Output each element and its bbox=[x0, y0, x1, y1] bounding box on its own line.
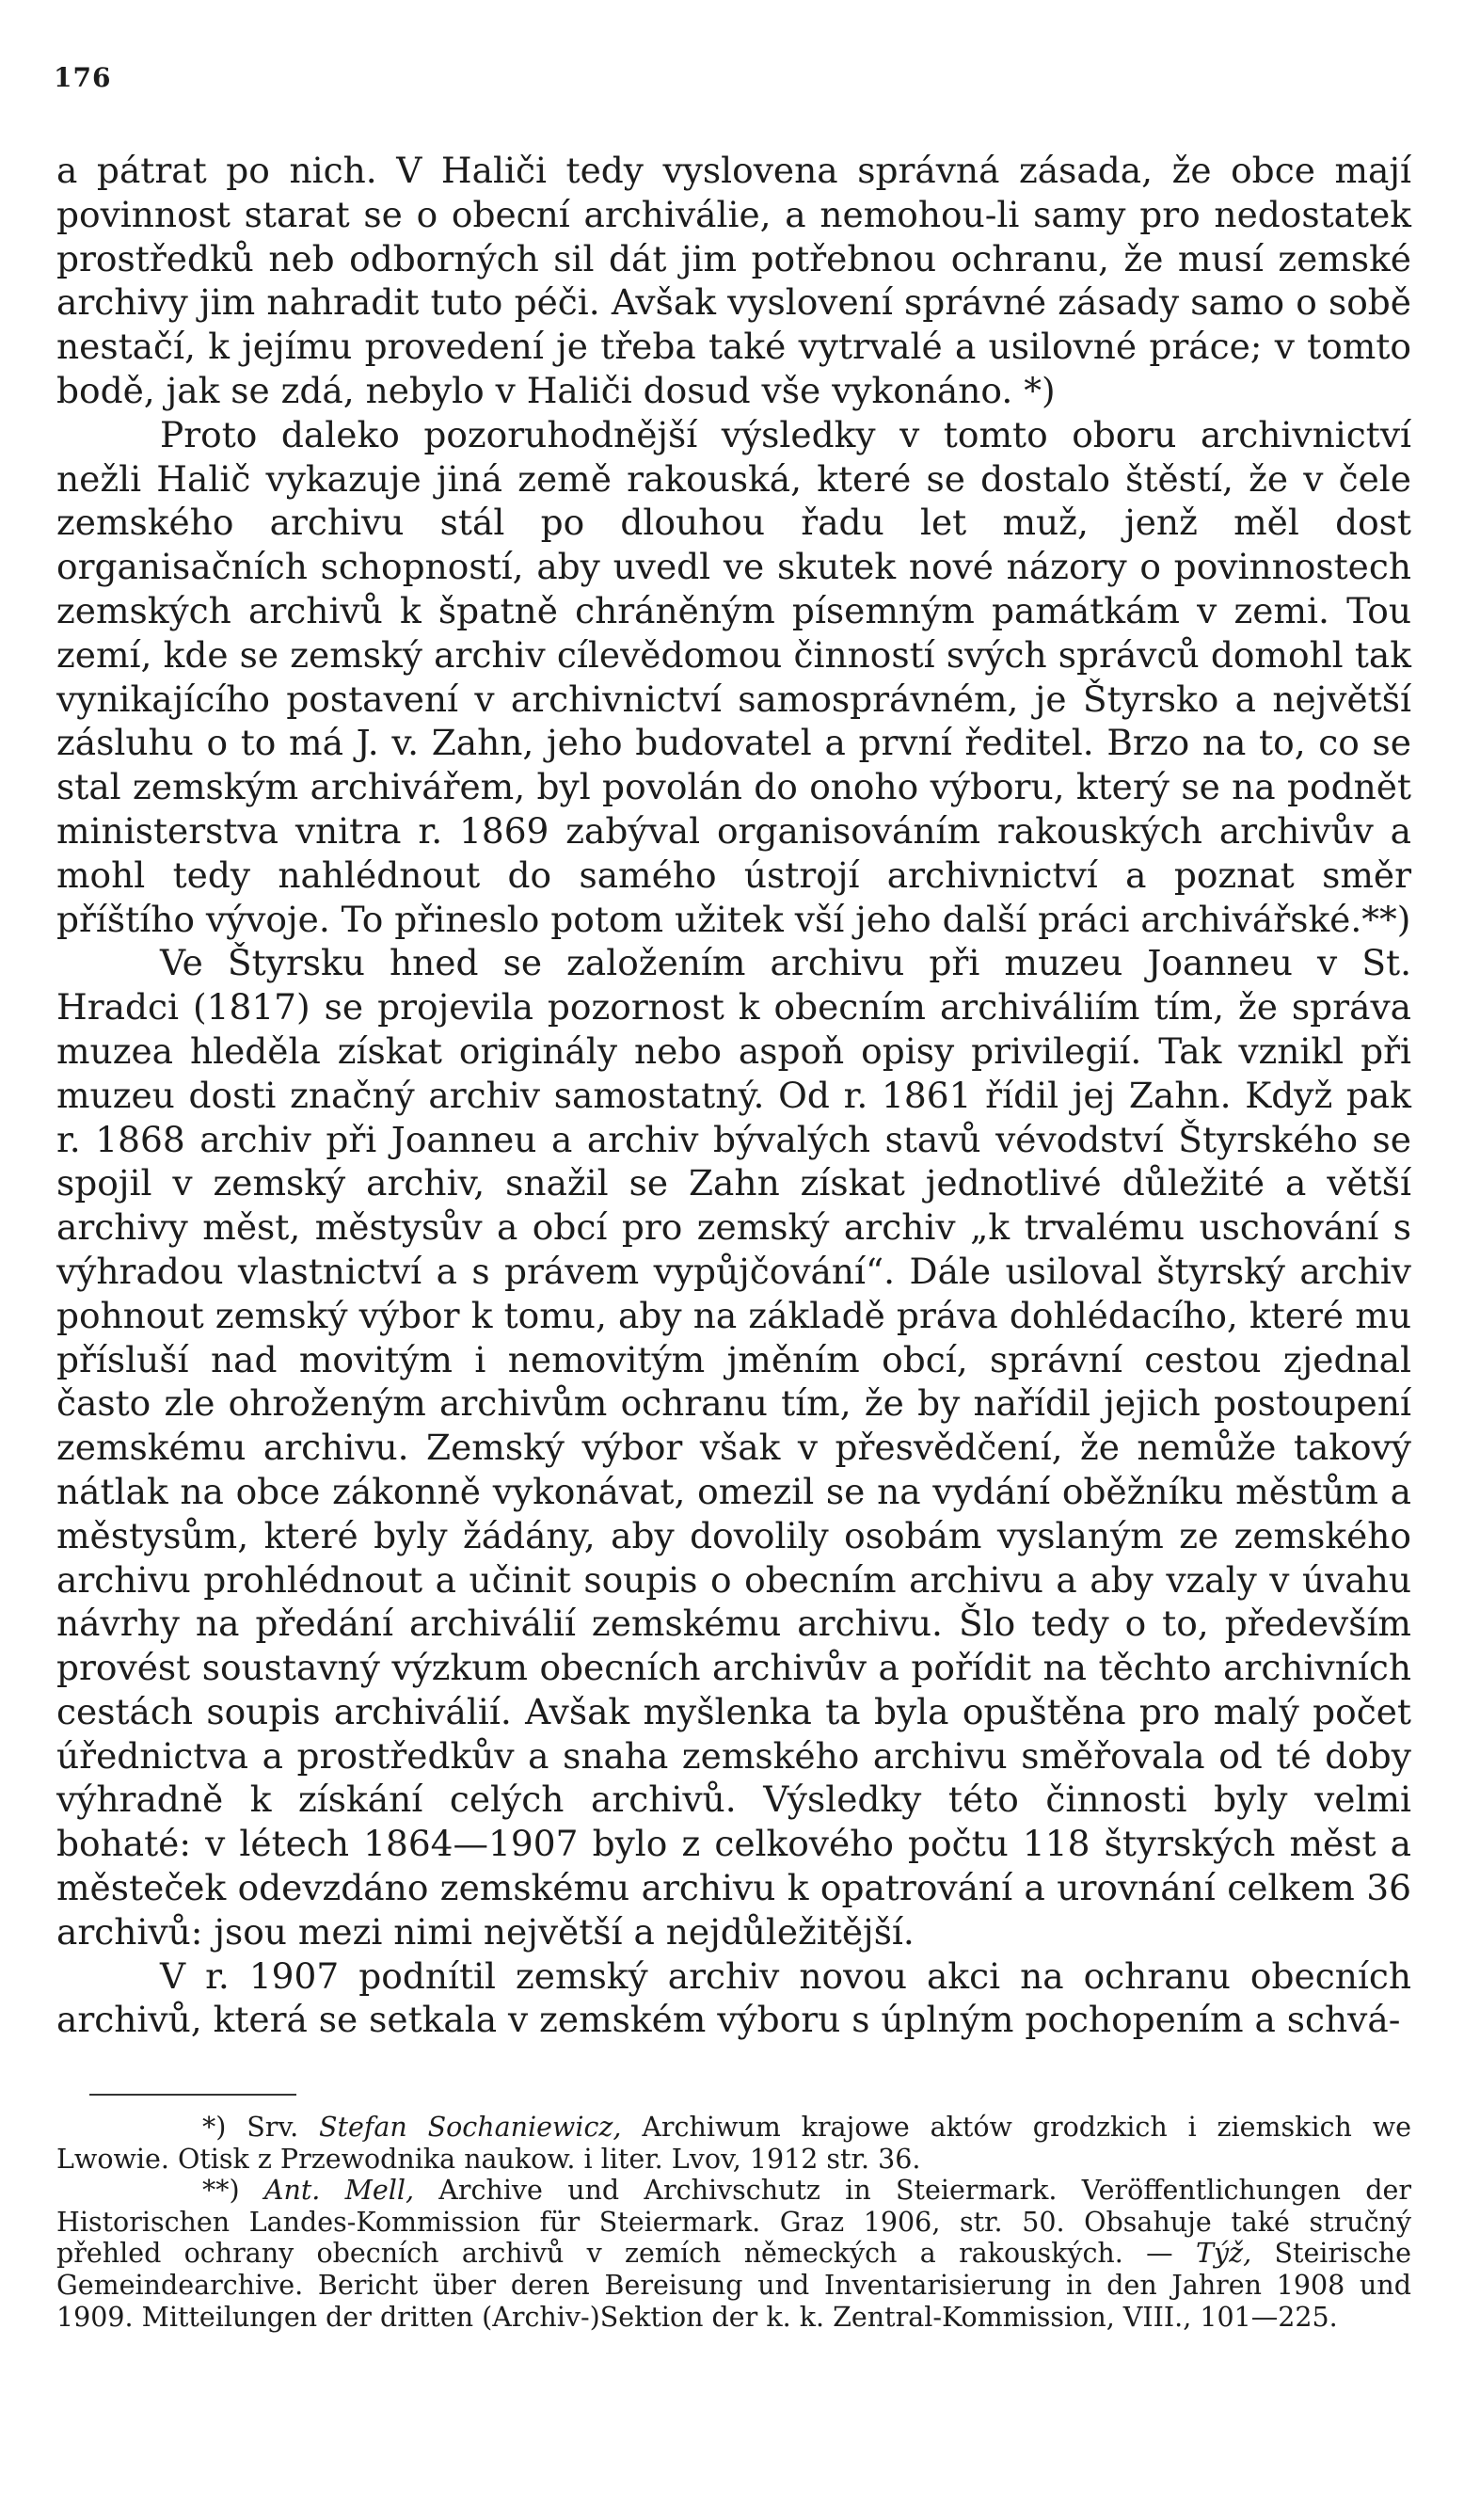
footnotes bbox=[56, 2112, 1411, 2333]
footnote-1-marker: *) Srv. bbox=[202, 2112, 299, 2143]
footnote-divider bbox=[89, 2094, 296, 2096]
paragraph-3: Ve Štyrsku hned se založením archivu při muzeu Joanneu v St. Hradci (1817) se projevila pozornost k obecním archiváliím tím, že správa muzea hleděla získat originály nebo aspoň opisy privilegií. Tak vznikl při muzeu dosti značný archiv samostatný. Od r. 1861 řídil jej Zahn. Když pak r. 1868 archiv při Joanneu a archiv bývalých stavů vévodství Štyrského se spojil v zemský archiv, snažil se Zahn získat jednotlivé důležité a větší archivy měst, městysův a obcí pro zemský archiv „k trvalému uschování s výhradou vlastnictví a s právem vypůjčování“. Dále usiloval štyrský archiv pohnout zemský výbor k tomu, aby na základě práva dohlédacího, které mu přísluší nad movitým i nemovitým jměním obcí, správní cestou zjednal často zle ohroženým archivům ochranu tím, že by nařídil jejich postoupení zemskému archivu. Zemský výbor však v přesvědčení, že nemůže takový nátlak na obce zákonně vykonávat, omezil se na vydání oběžníku městům a městysům, které byly žádány, aby dovolily osobám vyslaným ze zemského archivu prohlédnout a učinit soupis o obecním archivu a aby vzaly v úvahu návrhy na předání archiválií zemskému archivu. Šlo tedy o to, především provést soustavný výzkum obecních archivův a pořídit na těchto archivních cestách soupis archiválií. Avšak myšlenka ta byla opuštěna pro malý počet úřednictva a prostředkův a snaha zemského archivu směřovala od té doby výhradně k získání celých archivů. Výsledky této činnosti byly velmi bohaté: v létech 1864—1907 bylo z celkového počtu 118 štyrských měst a městeček odevzdáno zemskému archivu k opatrování a urovnání celkem 36 archivů: jsou mezi nimi největší a nejdůležitější. bbox=[56, 942, 1411, 1953]
footnote-1-author: Stefan Sochaniewicz, bbox=[319, 2112, 622, 2143]
paragraph-2: Proto daleko pozoruhodnější výsledky v tomto oboru archivnictví nežli Halič vykazuje jiná země rakouská, které se dostalo štěstí, že v čele zemského archivu stál po dlouhou řadu let muž, jenž měl dost organisačních schopností, aby uvedl ve skutek nové názory o povinnostech zemských archivů k špatně chráněným písemným památkám v zemi. Tou zemí, kde se zemský archiv cílevědomou činností svých správců domohl tak vynikajícího postavení v archivnictví samosprávném, je Štyrsko a největší zásluhu o to má J. v. Zahn, jeho budovatel a první ředitel. Brzo na to, co se stal zemským archivářem, byl povolán do onoho výboru, který se na podnět ministerstva vnitra r. 1869 zabýval organisováním rakouských archivův a mohl tedy nahlédnout do samého ústrojí archivnictví a poznat směr příštího vývoje. To přineslo potom užitek vší jeho další práci archivářské.**) bbox=[56, 413, 1411, 940]
footnote-1-text: Archiwum krajowe aktów grodzkich i ziemskich we Lwowie. Otisk z Przewodnika naukow. i liter. Lvov, 1912 str. 36. bbox=[56, 2112, 1412, 2175]
paragraph-1: a pátrat po nich. V Haliči tedy vyslovena správná zásada, že obce mají povinnost starat se o obecní archiválie, a nemohou-li samy pro nedostatek prostředků neb odborných sil dát jim potřebnou ochranu, že musí zemské archivy jim nahradit tuto péči. Avšak vyslovení správné zásady samo o sobě nestačí, k jejímu provedení je třeba také vytrvalé a usilovné práce; v tomto bodě, jak se zdá, nebylo v Haliči dosud vše vykonáno. *) bbox=[56, 150, 1411, 411]
paragraph-4: V r. 1907 podnítil zemský archiv novou akci na ochranu obecních archivů, která se setkala v zemském výboru s úplným pochopením a schvá- bbox=[56, 1954, 1411, 2041]
footnote-2-author: Ant. Mell, bbox=[263, 2175, 414, 2207]
footnote-2-marker: **) bbox=[202, 2175, 240, 2207]
footnote-2 bbox=[56, 2175, 1411, 2333]
body-text bbox=[56, 149, 1411, 2042]
page-number: 176 bbox=[54, 62, 112, 93]
footnote-2-text-2: Steirische Gemeindearchive. Bericht über deren Bereisung und Inventarisierung in den Jahren 1908 und 1909. Mitteilungen der dritten (Archiv-)Sektion der k. k. Zentral-Kommission, VIII., 101—225. bbox=[56, 2238, 1411, 2333]
footnote-1 bbox=[56, 2112, 1411, 2175]
footnote-2-text: Archive und Archivschutz in Steiermark. Veröffentlichungen der Historischen Landes-Kommission für Steiermark. Graz 1906, str. 50. Obsahuje také stručný přehled ochrany obecních archivů v zemích německých a rakouských. — bbox=[56, 2175, 1411, 2270]
footnote-2-author-2: Týž, bbox=[1195, 2238, 1252, 2270]
